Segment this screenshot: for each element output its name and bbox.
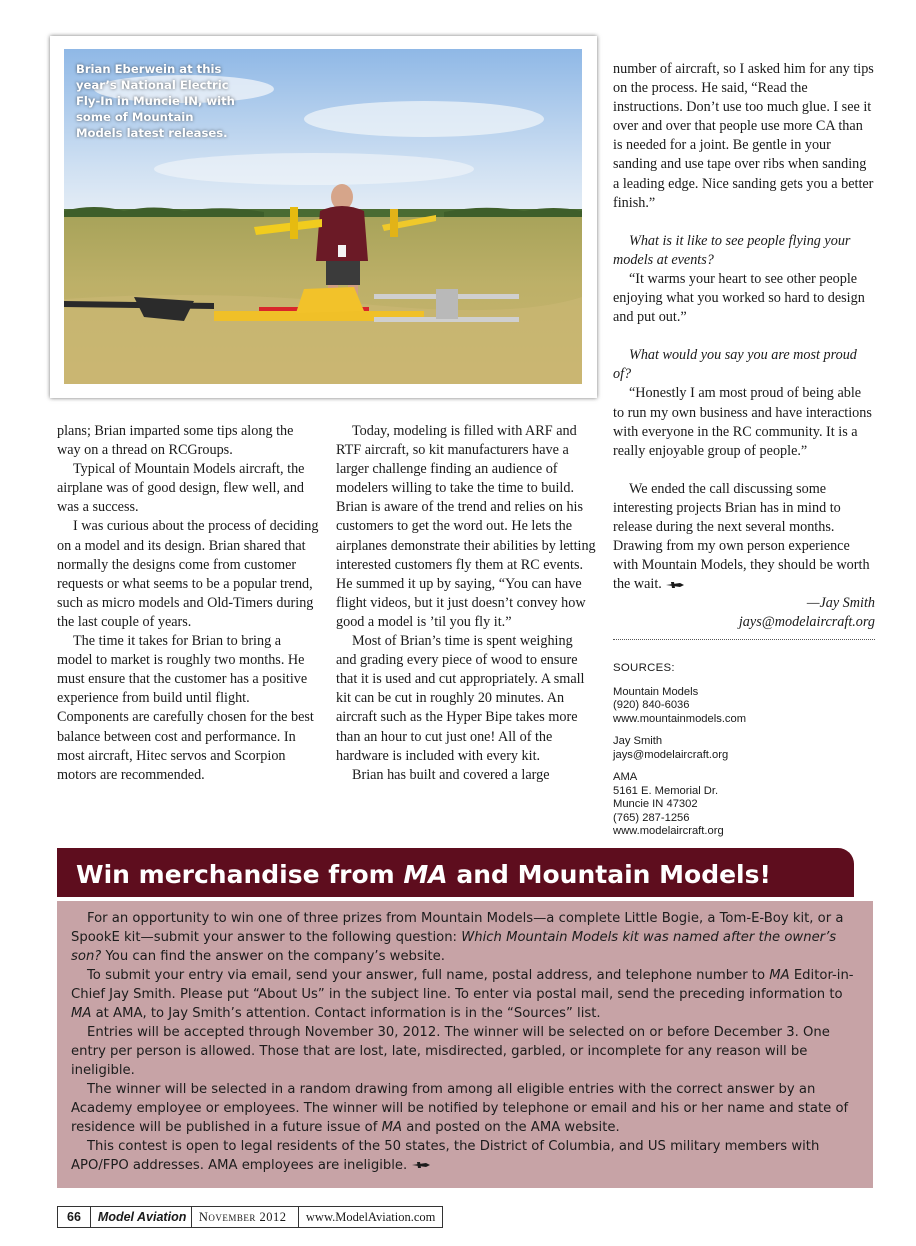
paragraph-closing — [613, 480, 875, 595]
paragraph: Brian has built and covered a large — [352, 766, 550, 783]
contest-paragraph — [71, 1137, 861, 1175]
source-entry — [613, 771, 875, 839]
text: Editor-in-Chief Jay Smith. Please put “About Us” in the subject line. To enter via postal mail, send the preceding information to — [71, 968, 854, 1002]
dotted-divider — [613, 639, 875, 640]
title-part: and Mountain Models! — [447, 860, 771, 889]
text-em: MA — [769, 968, 790, 983]
text: at AMA, to Jay Smith’s attention. Contact information is in the “Sources” list. — [91, 1006, 601, 1021]
text: To submit your entry via email, send your answer, full name, postal address, and telephone number to — [87, 968, 770, 983]
contest-box — [57, 901, 873, 1188]
source-entry — [613, 735, 875, 762]
website-link[interactable]: www.ModelAviation.com — [305, 1210, 436, 1224]
photo-frame — [50, 36, 597, 398]
interview-answer: “Honestly I am most proud of being able to run my own business and have interactions with everyone in the RC community. It is a really enjoyable group of people.” — [613, 385, 872, 459]
contest-paragraph: Entries will be accepted through November 30, 2012. The winner will be selected on or before December 3. One entry per person is allowed. Those that are lost, late, misdirected, garbled, or incomplete for any reason will be ineligible. — [71, 1025, 830, 1078]
source-entry — [613, 686, 875, 727]
author-email: jays@modelaircraft.org — [738, 614, 875, 631]
text: For an opportunity to win one of three prizes from Mountain Models—a complete Little Bogie, a Tom-E-Boy kit, or a SpookE kit—submit your answer to the following question: — [71, 911, 844, 945]
source-link[interactable]: www.mountainmodels.com — [613, 712, 747, 725]
paragraph: Today, modeling is filled with ARF and RTF aircraft, so kit manufacturers have a larger challenge finding an audience of modelers willing to take the time to build. Brian is aware of the trend and relies on his customers to get the word out. He lets the airplanes demonstrate their abilities by letting interested customers fly them at RC events. He summed it up by saying, “You can have flight videos, but it just doesn’t convey how good a model is ’til you fly it.” — [336, 423, 596, 630]
end-mark-airplane-icon — [411, 1160, 431, 1170]
contest-title — [57, 848, 854, 901]
text-em: MA — [71, 1006, 92, 1021]
source-line: Muncie IN 47302 — [613, 798, 698, 810]
paragraph: plans; Brian imparted some tips along the way on a thread on RCGroups. — [57, 423, 294, 459]
contest-title-bar — [57, 848, 854, 897]
source-line: Jay Smith — [613, 735, 663, 747]
text: The winner will be selected in a random drawing from among all eligible entries with the correct answer by an Academy employee or employees. The winner will be notified by telephone or email and his or her name and state of residence will be published in a future issue of — [71, 1082, 849, 1135]
photo-caption: Brian Eberwein at this year’s National Electric Fly-In in Muncie IN, with some of Mountain Models latest releases. — [76, 62, 235, 140]
end-mark-airplane-icon — [665, 580, 685, 590]
article-column-3 — [613, 60, 875, 646]
text: This contest is open to legal residents of the 50 states, the District of Columbia, and US military members with APO/FPO addresses. AMA employees are ineligible. — [71, 1139, 820, 1173]
closing-text: We ended the call discussing some interesting projects Brian has in mind to release during the next several months. Drawing from my own person experience with Mountain Models, they should be worth the wait. — [613, 480, 870, 593]
title-part: Win merchandise from — [76, 860, 404, 889]
source-line: (765) 287-1256 — [613, 811, 690, 824]
contest-body — [71, 909, 861, 1175]
text: and posted on the AMA website. — [402, 1120, 620, 1135]
interview-question: What would you say you are most proud of? — [613, 347, 857, 383]
interview-question: What is it like to see people flying your models at events? — [613, 232, 851, 268]
paragraph: number of aircraft, so I asked him for any tips on the process. He said, “Read the instructions. Don’t use too much glue. I see it over and over that people use more CA than is needed for a joint. Be gentle in your sanding and use tape over ribs when sanding a leading edge. Nice sanding gets you a better finish.” — [613, 61, 874, 211]
article-column-2 — [336, 422, 596, 785]
photo-brian-eberwein-with-aircraft — [64, 49, 582, 384]
sources-box — [613, 662, 875, 848]
source-line: 5161 E. Memorial Dr. — [613, 784, 719, 797]
contest-paragraph — [71, 966, 861, 1023]
paragraph: Most of Brian’s time is spent weighing and grading every piece of wood to ensure that it is used and cut appropriately. A small kit can be cut in roughly 20 minutes. An aircraft such as the Hyper Bipe takes more than an hour to cut just one! All of the hardware is included with every kit. — [336, 633, 585, 764]
paragraph: I was curious about the process of deciding on a model and its design. Brian shared that normally the designs come from customer requests or what seems to be a popular trend, such as micro models and Old-Timers during the last couple of years. — [57, 518, 319, 630]
magazine-name: Model Aviation — [91, 1207, 192, 1227]
paragraph: The time it takes for Brian to bring a model to market is roughly two months. He must ensure that the customer has a positive experience from build until flight. Components are carefully chosen for the best balance between cost and performance. In most aircraft, Hitec servos and Scorpion motors are recommended. — [57, 633, 314, 783]
source-line: AMA — [613, 771, 638, 783]
paragraph: Typical of Mountain Models aircraft, the airplane was of good design, flew well, and was a success. — [57, 461, 305, 516]
issue-date: November 2012 — [192, 1207, 299, 1227]
sources-heading: SOURCES: — [613, 662, 675, 674]
contest-question: Which Mountain Models kit was named after the owner’s son? — [71, 930, 837, 964]
source-line: Mountain Models — [613, 685, 699, 698]
article-column-1 — [57, 422, 319, 785]
text-em: MA — [381, 1120, 402, 1135]
source-link[interactable]: www.modelaircraft.org — [613, 825, 724, 837]
source-line: (920) 840-6036 — [613, 699, 690, 711]
title-part-em: MA — [403, 860, 448, 889]
contest-paragraph — [71, 909, 861, 966]
source-link[interactable]: jays@modelaircraft.org — [613, 748, 729, 761]
contest-paragraph — [71, 1080, 861, 1137]
author-signature: —Jay Smith — [806, 595, 875, 612]
page-number: 66 — [58, 1207, 91, 1227]
text: You can find the answer on the company’s website. — [101, 949, 445, 964]
interview-answer: “It warms your heart to see other people enjoying what you worked so hard to design and put out.” — [613, 270, 865, 326]
page-footer — [57, 1206, 443, 1228]
